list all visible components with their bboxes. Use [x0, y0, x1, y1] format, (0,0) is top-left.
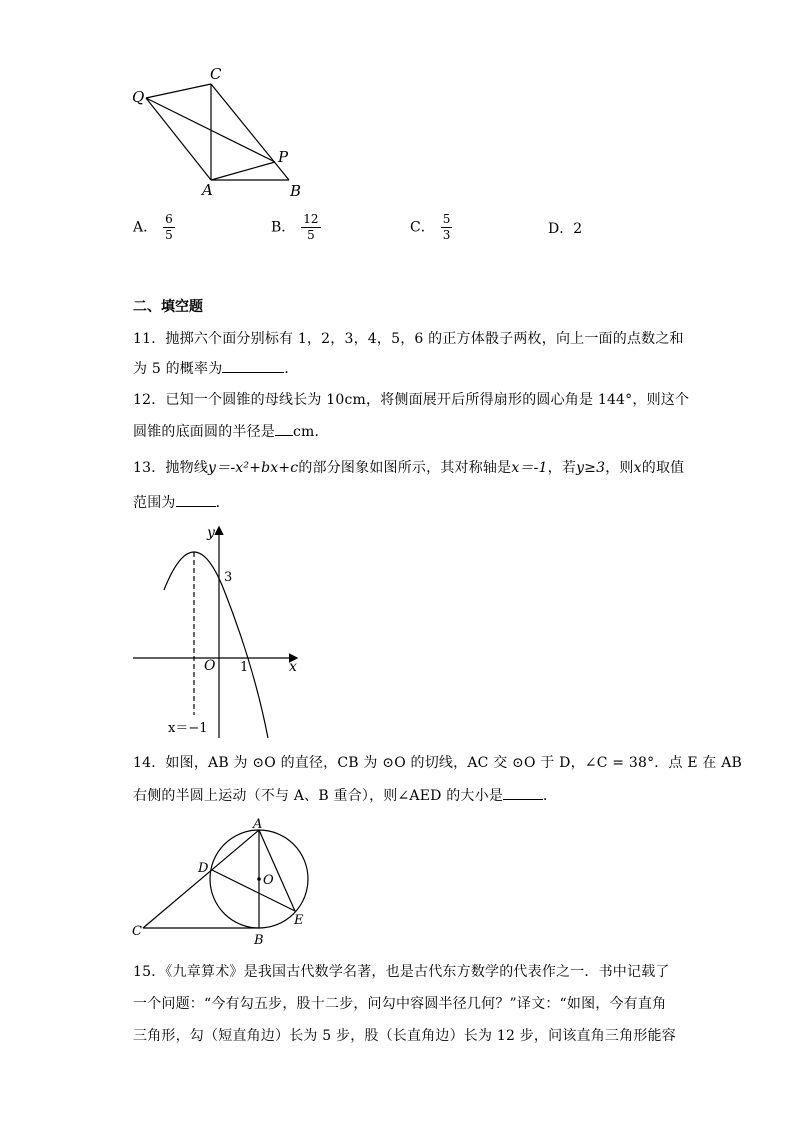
option-a: A． $\frac{6}{5}$	[133, 212, 173, 242]
graph-y-label: y	[207, 525, 215, 541]
q12-line2: 圆锥的底面圆的半径是 cm．	[133, 424, 329, 440]
answer-blank	[176, 494, 216, 507]
graph-x-label: x	[289, 659, 297, 675]
label-C: C	[132, 924, 142, 939]
graph-origin: O	[204, 658, 216, 674]
section-title: 二、填空题	[133, 299, 203, 315]
q12-line1: 12．已知一个圆锥的母线长为 10cm，将侧面展开后所得扇形的圆心角是 144°，则这个	[133, 392, 690, 408]
label-E: E	[294, 913, 304, 928]
option-c: C． $\frac{5}{3}$	[410, 212, 451, 242]
answer-blank	[275, 423, 293, 436]
figure-parallelogram	[125, 62, 315, 202]
option-b: B． $\frac{12}{5}$	[271, 212, 319, 242]
graph-axis-label: x＝−1	[168, 721, 208, 736]
label-B: B	[254, 933, 264, 948]
q15-line3: 三角形，勾（短直角边）长为 5 步，股（长直角边）长为 12 步，问该直角三角形能容	[133, 1028, 676, 1044]
q15-line1: 15．《九章算术》是我国古代数学名著，也是古代东方数学的代表作之一．书中记载了	[133, 964, 670, 980]
label-Q: Q	[132, 88, 145, 106]
answer-blank	[503, 787, 543, 800]
label-D: D	[198, 861, 209, 876]
q14-line2: 右侧的半圆上运动（不与 A、B 重合），则∠AED 的大小是 ．	[133, 788, 558, 804]
label-B: B	[290, 182, 302, 200]
q14-line1: 14．如图，AB 为 ⊙O 的直径，CB 为 ⊙O 的切线，AC 交 ⊙O 于 D，∠C = 38°．点 E 在 AB	[133, 755, 743, 771]
label-A: A	[202, 181, 213, 199]
q11-line2: 为 5 的概率为 ．	[133, 361, 299, 377]
label-O: O	[263, 873, 274, 888]
graph-one: 1	[240, 660, 249, 675]
label-A: A	[253, 817, 263, 832]
q11-line1: 11．抛掷六个面分别标有 1，2，3，4，5，6 的正方体骰子两枚，向上一面的点数之和	[133, 331, 684, 347]
option-d: D．2	[548, 221, 583, 237]
graph-three: 3	[224, 570, 233, 585]
label-P: P	[278, 148, 289, 166]
label-C: C	[210, 65, 222, 83]
figure-parabola-graph	[128, 520, 308, 742]
q15-line2: 一个问题：“今有勾五步，股十二步，问勾中容圆半径几何？”译文：“如图，今有直角	[133, 996, 667, 1012]
answer-blank	[222, 360, 284, 373]
q13-line2: 范围为 ．	[133, 495, 230, 511]
q13-line1: 13．抛物线y＝-x²+bx+c的部分图象如图所示，其对称轴是x＝-1，若y≥3，则x的取值	[133, 460, 685, 476]
figure-circle-tangent	[128, 812, 318, 952]
